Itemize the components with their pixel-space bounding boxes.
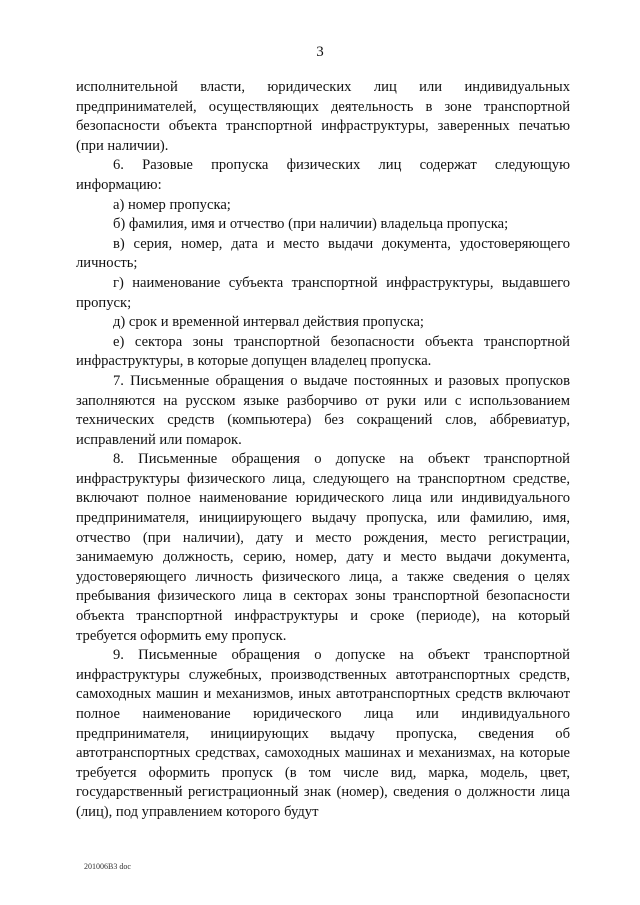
list-item-a: а) номер пропуска; xyxy=(113,196,231,213)
list-item-b: б) фамилия, имя и отчество (при наличии) владельца пропуска; xyxy=(113,216,509,233)
list-item-d: д) срок и временной интервал действия пропуска; xyxy=(113,314,424,331)
list-item-v: в) серия, номер, дата и место выдачи документа, удостоверяющего личность; xyxy=(76,235,570,272)
page-number: 3 xyxy=(316,44,324,60)
list-item-g: г) наименование субъекта транспортной инфраструктуры, выдавшего пропуск; xyxy=(76,274,570,311)
paragraph-continuation: исполнительной власти, юридических лиц или индивидуальных предпринимателей, осуществляющих деятельность в зоне транспортной безопасности объекта транспортной инфраструктуры, заверенных печатью (при наличии). xyxy=(76,79,570,154)
paragraph-item-8: 8. Письменные обращения о допуске на объект транспортной инфраструктуры физического лица, следующего на транспортном средстве, включают полное наименование юридического лица или индивидуального предпринимателя, инициирующего выдачу пропуска, или фамилию, имя, отчество (при наличии), дату и место рождения, место регистрации, занимаемую должность, серию, номер, дату и место выдачи документа, удостоверяющего личность физического лица, а также сведения о целях пребывания физического лица в секторах зоны транспортной безопасности объекта транспортной инфраструктуры и сроке (периоде), на который требуется оформить ему пропуск. xyxy=(76,451,570,644)
paragraph-item-6: 6. Разовые пропуска физических лиц содержат следующую информацию: xyxy=(76,157,570,193)
document-code: 201006B3 doc xyxy=(84,862,131,871)
document-body xyxy=(76,78,570,823)
paragraph-item-7: 7. Письменные обращения о выдаче постоянных и разовых пропусков заполняются на русском языке разборчиво от руки или с использованием технических средств (компьютера) без сокращений слов, аббревиатур, исправлений или помарок. xyxy=(76,372,570,448)
paragraph-item-9: 9. Письменные обращения о допуске на объект транспортной инфраструктуры служебных, производственных автотранспортных средств, самоходных машин и механизмов, иных автотранспортных средств включают полное наименование юридического лица или индивидуального предпринимателя, инициирующих выдачу пропуска, сведения об автотранспортных средствах, самоходных машинах и механизмах, на которые требуется оформить пропуск (в том числе вид, марка, модель, цвет, государственный регистрационный знак (номер), сведения о должности лица (лиц), под управлением которого будут xyxy=(76,647,570,820)
list-item-e: е) сектора зоны транспортной безопасности объекта транспортной инфраструктуры, в которые допущен владелец пропуска. xyxy=(76,333,570,370)
